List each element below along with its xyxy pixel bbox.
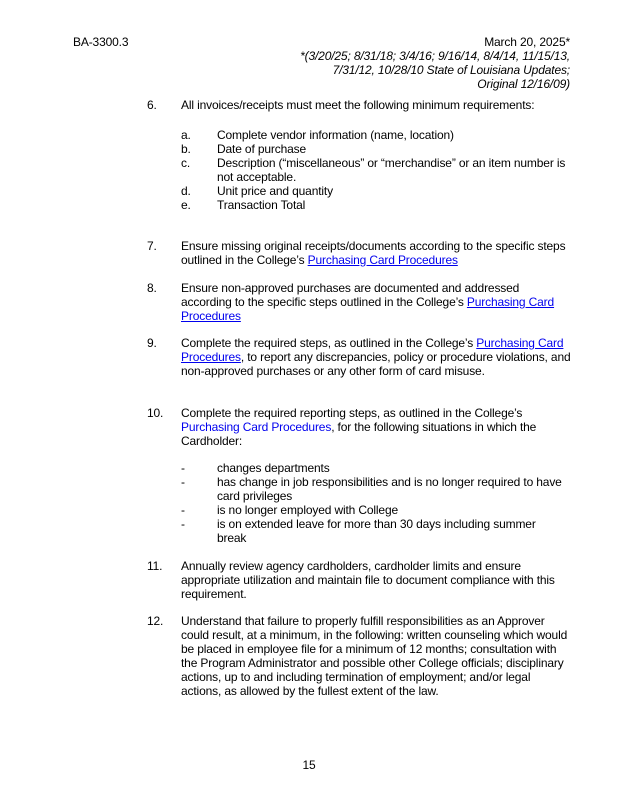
item-text-before: Complete the required steps, as outlined in the College’s [181,336,477,350]
item-text-before: Ensure non-approved purchases are documented and addressed according to the specific steps outlined in the College’s [181,281,520,309]
item-text-before: Complete the required reporting steps, as outlined in the College’s [181,406,523,420]
list-item-11 [147,559,577,601]
dash-item-1 [181,461,561,475]
subitem-text: Description (“miscellaneous” or “merchandise” or an item number is not acceptable. [217,156,566,184]
revision-header [270,35,570,91]
subitem-text: Unit price and quantity [217,184,333,198]
dash-item-2 [181,475,561,503]
page-number: 15 [302,758,316,772]
item-text-before: Ensure missing original receipts/documents according to the specific steps outlined in the College’s [181,239,566,267]
list-item-6 [147,98,577,112]
subitem-text: Date of purchase [217,142,306,156]
list-item-12 [147,614,577,698]
dash-item-4 [181,517,561,545]
purchasing-card-procedures-link[interactable]: Purchasing Card Procedures [181,420,332,434]
item-text-after: , for the following situations in which the Cardholder: [181,420,537,448]
purchasing-card-procedures-link[interactable]: Purchasing Card Procedures [181,336,564,364]
item-number: 12. [147,614,164,628]
subitem-b [181,142,561,156]
dash-item-text: is no longer employed with College [217,503,399,517]
revision-history-line-2: 7/31/12, 10/28/10 State of Louisiana Updates; [332,63,570,77]
subitem-label: e. [181,198,191,212]
subitem-d [181,184,561,198]
subitem-c [181,156,566,184]
item-number: 6. [147,98,157,112]
item-text [181,281,573,323]
subitem-label: a. [181,128,191,142]
subitem-text: Transaction Total [217,198,306,212]
subitem-label: b. [181,142,191,156]
list-item-9 [147,336,577,378]
dash-item-text: is on extended leave for more than 30 days including summer break [217,517,536,545]
item-number: 10. [147,406,164,420]
item-text: Understand that failure to properly fulfill responsibilities as an Approver could result, at a minimum, in the following: written counseling which would be placed in employee file for a minimum of 12 months; consultation with the Program Administrator and possible other College officials; disciplinary actions, up to and including termination of employment; and/or legal actions, as allowed by the fullest extent of the law. [181,614,568,698]
dash-bullet: - [181,503,185,517]
revision-date: March 20, 2025* [484,35,570,49]
purchasing-card-procedures-link[interactable]: Purchasing Card Procedures [307,253,458,267]
dash-bullet: - [181,517,185,531]
document-id: BA-3300.3 [73,35,129,49]
item-text [181,239,573,267]
dash-item-text: has change in job responsibilities and is no longer required to have card privileges [217,475,562,503]
item-number: 8. [147,281,157,295]
subitem-a [181,128,561,142]
subitem-e [181,198,561,212]
item-number: 11. [147,559,163,573]
dash-bullet: - [181,461,185,475]
item-text [181,336,573,378]
item-text [181,406,573,448]
list-item-10 [147,406,577,448]
item-text-after: , to report any discrepancies, policy or procedure violations, and non-approved purchases or any other form of card misuse. [181,350,571,378]
revision-history-line-1: *(3/20/25; 8/31/18; 3/4/16; 9/16/14, 8/4/14, 11/15/13, [300,49,570,63]
purchasing-card-procedures-link[interactable]: Purchasing Card Procedures [181,295,555,323]
item-text: Annually review agency cardholders, cardholder limits and ensure appropriate utilization and maintain file to document compliance with this requirement. [181,559,555,601]
revision-history-line-3: Original 12/16/09) [477,77,570,91]
dash-item-3 [181,503,561,517]
list-item-7 [147,239,577,267]
item-number: 9. [147,336,157,350]
dash-item-text: changes departments [217,461,330,475]
list-item-8 [147,281,577,323]
subitem-label: d. [181,184,191,198]
item-text: All invoices/receipts must meet the following minimum requirements: [181,98,535,112]
subitem-text: Complete vendor information (name, location) [217,128,454,142]
dash-bullet: - [181,475,185,489]
subitem-label: c. [181,156,191,170]
item-number: 7. [147,239,157,253]
